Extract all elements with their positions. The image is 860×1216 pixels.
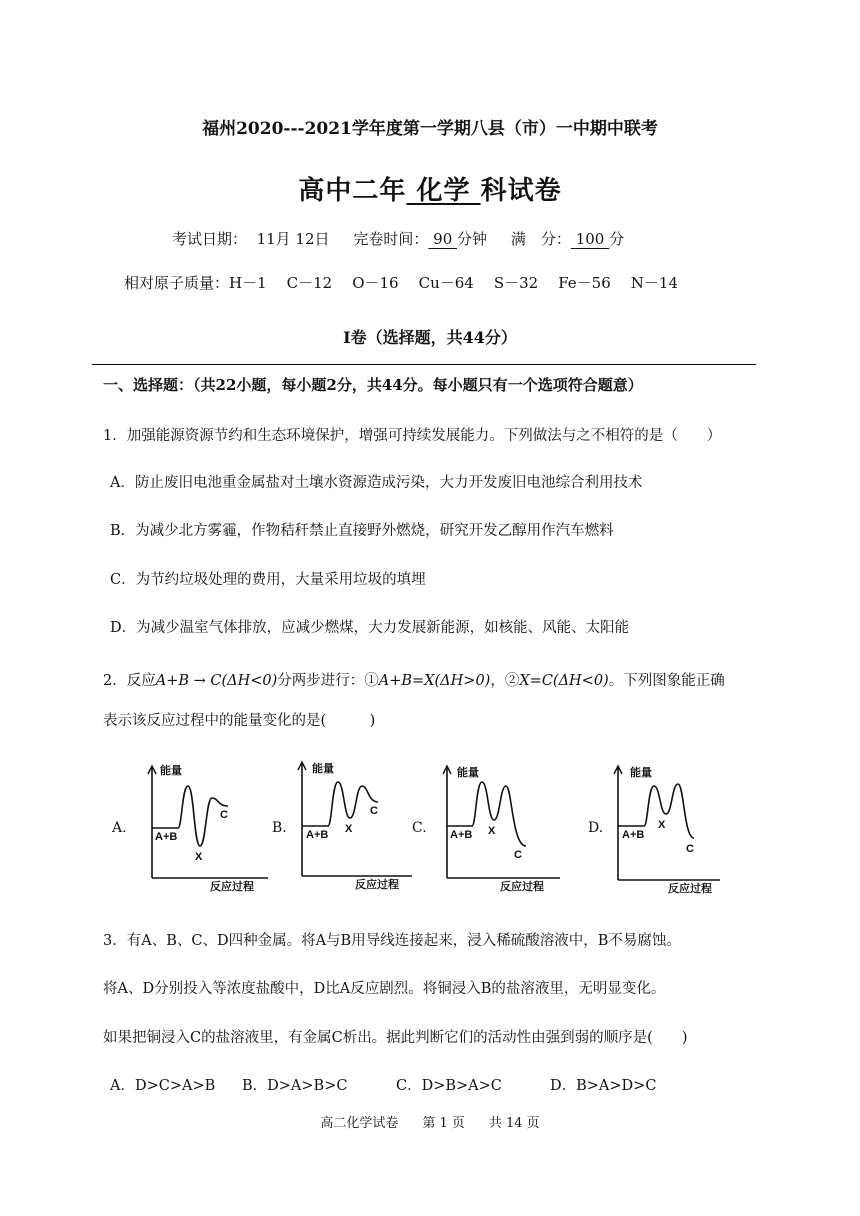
start-label: A+B bbox=[155, 831, 178, 843]
start-label: A+B bbox=[450, 829, 473, 841]
q3-option-b: B．D>A>B>C bbox=[242, 1078, 348, 1094]
atomic-mass-item: H－1 bbox=[229, 274, 267, 292]
end-label: C bbox=[220, 809, 228, 821]
q2-equation-step2: X=C(ΔH<0) bbox=[519, 673, 609, 689]
q1-option-a: A．防止废旧电池重金属盐对土壤水资源造成污染，大力开发废旧电池综合利用技术 bbox=[110, 475, 643, 491]
time-unit: 分钟 bbox=[457, 230, 488, 248]
energy-diagram-c bbox=[443, 765, 560, 893]
exam-title: 福州2020---2021学年度第一学期八县（市）一中期中联考 bbox=[202, 119, 658, 139]
subtitle-suffix: 科试卷 bbox=[480, 176, 562, 206]
x-axis-label: 反应过程 bbox=[668, 883, 712, 895]
score-unit: 分 bbox=[609, 230, 625, 248]
footer-page: 第 1 页 bbox=[422, 1116, 465, 1131]
score-value: 100 bbox=[575, 230, 605, 248]
atomic-mass-item: C－12 bbox=[286, 274, 333, 292]
page-footer bbox=[0, 1112, 860, 1131]
footer-total: 共 14 页 bbox=[488, 1116, 540, 1131]
atomic-mass-item: O－16 bbox=[352, 274, 399, 292]
q2-stem-text: 2．反应 bbox=[103, 673, 156, 689]
chart-a-letter: A. bbox=[112, 820, 127, 836]
q2-equation-step1: A+B=X(ΔH>0) bbox=[378, 673, 491, 689]
time-value: 90 bbox=[433, 230, 453, 248]
end-label: C bbox=[686, 843, 694, 855]
atomic-mass-item: N－14 bbox=[630, 274, 678, 292]
date-value: 11月 12日 bbox=[256, 230, 330, 248]
chart-d-letter: D. bbox=[588, 820, 604, 836]
start-label: A+B bbox=[622, 829, 645, 841]
chart-c-letter: C. bbox=[412, 820, 427, 836]
q1-option-b: B．为减少北方雾霾，作物秸秆禁止直接野外燃烧，研究开发乙醇用作汽车燃料 bbox=[110, 523, 614, 539]
subtitle-subject: 化学 bbox=[416, 176, 471, 206]
q3-line3: 如果把铜浸入C的盐溶液里，有金属C析出。据此判断它们的活动性由强到弱的顺序是( ) bbox=[103, 1030, 688, 1046]
y-axis-label: 能量 bbox=[457, 767, 479, 779]
date-label: 考试日期： bbox=[172, 230, 248, 248]
x-axis-label: 反应过程 bbox=[500, 881, 544, 893]
energy-diagram-a bbox=[148, 763, 268, 893]
q2-stem-text: 分两步进行：① bbox=[277, 673, 379, 689]
mid-label: X bbox=[658, 819, 666, 831]
atomic-mass-item: Fe－56 bbox=[558, 274, 611, 292]
q3-option-a: A．D>C>A>B bbox=[110, 1078, 216, 1094]
atomic-mass-label: 相对原子质量： bbox=[124, 274, 230, 292]
section-header: Ⅰ卷（选择题，共44分） bbox=[343, 328, 517, 347]
atomic-mass-item: Cu－64 bbox=[418, 274, 474, 292]
mid-label: X bbox=[345, 823, 353, 835]
y-axis-label: 能量 bbox=[312, 763, 334, 775]
energy-diagram-b bbox=[298, 761, 412, 891]
subtitle-prefix: 高中二年 bbox=[298, 176, 407, 206]
energy-diagram-d bbox=[614, 765, 720, 895]
q2-stem-text: 。下列图象能正确 bbox=[608, 673, 725, 689]
atomic-mass-item: S－32 bbox=[493, 274, 539, 292]
q1-option-c: C．为节约垃圾处理的费用，大量采用垃圾的填埋 bbox=[110, 572, 426, 588]
end-label: C bbox=[514, 849, 522, 861]
q3-line2: 将A、D分别投入等浓度盐酸中，D比A反应剧烈。将铜浸入B的盐溶液里，无明显变化。 bbox=[103, 981, 666, 997]
q3-option-d: D．B>A>D>C bbox=[550, 1078, 657, 1094]
y-axis-label: 能量 bbox=[160, 765, 182, 777]
q1-stem: 1．加强能源资源节约和生态环境保护，增强可持续发展能力。下列做法与之不相符的是（ ） bbox=[103, 428, 722, 444]
x-axis-label: 反应过程 bbox=[355, 879, 399, 891]
y-axis-label: 能量 bbox=[630, 767, 652, 779]
q2-stem-line2: 表示该反应过程中的能量变化的是( ) bbox=[103, 713, 376, 729]
end-label: C bbox=[370, 805, 378, 817]
score-label: 满 分： bbox=[510, 230, 571, 248]
q1-option-d: D．为减少温室气体排放，应减少燃煤，大力发展新能源，如核能、风能、太阳能 bbox=[110, 620, 630, 636]
q2-stem-text: ，② bbox=[490, 673, 520, 689]
mid-label: X bbox=[195, 851, 203, 863]
chart-b-letter: B. bbox=[272, 820, 287, 836]
start-label: A+B bbox=[306, 829, 329, 841]
x-axis-label: 反应过程 bbox=[210, 881, 254, 893]
q2-equation-main: A+B → C(ΔH<0) bbox=[155, 673, 278, 689]
part-title: 一、选择题：（共22小题，每小题2分，共44分。每小题只有一个选项符合题意） bbox=[103, 376, 643, 394]
q3-option-c: C．D>B>A>C bbox=[396, 1078, 502, 1094]
time-label: 完卷时间： bbox=[353, 230, 429, 248]
footer-name: 高二化学试卷 bbox=[320, 1116, 399, 1131]
mid-label: X bbox=[488, 825, 496, 837]
q3-line1: 3．有A、B、C、D四种金属。将A与B用导线连接起来，浸入稀硫酸溶液中，B不易腐蚀。 bbox=[103, 933, 681, 949]
